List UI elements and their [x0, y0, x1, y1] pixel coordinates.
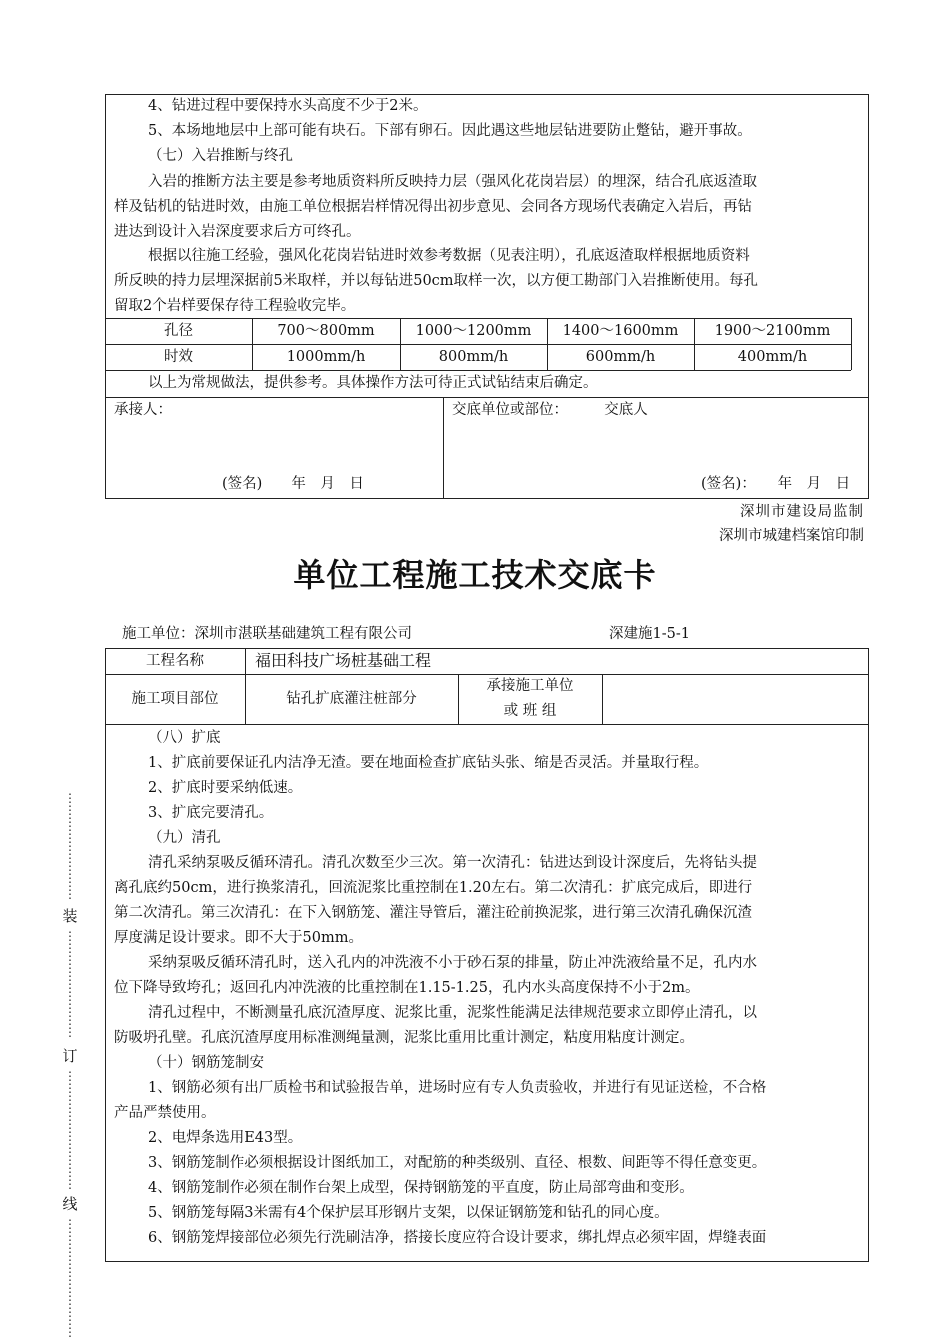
text-line: 入岩的推断方法主要是参考地质资料所反映持力层（强风化花岗岩层）的埋深，结合孔底返渣取 [148, 174, 757, 190]
form-code: 深建施1-5-1 [609, 626, 690, 642]
text-line: 清孔过程中，不断测量孔底沉渣厚度、泥浆比重，泥浆性能满足法律规范要求立即停止清孔，以 [148, 1005, 757, 1021]
section-heading: （九）清孔 [148, 830, 221, 846]
unit-label: 交底单位或部位： 交底人 [452, 402, 648, 418]
signature-divider [105, 397, 869, 398]
table-header-cell: 孔径 [164, 323, 193, 339]
binding-label-ding: 订 [62, 1047, 78, 1065]
project-part-value: 钻孔扩底灌注桩部分 [286, 691, 417, 707]
table-cell: 400mm/h [737, 349, 808, 365]
text-line: 采纳泵吸反循环清孔时，送入孔内的冲洗液不小于砂石泵的排量，防止冲洗液给量不足，孔内水 [148, 955, 757, 971]
note-line: 以上为常规做法，提供参考。具体操作方法可待正式试钻结束后确定。 [148, 375, 598, 391]
text-line: 样及钻机的钻进时效，由施工单位根据岩样情况得出初步意见、会同各方现场代表确定入岩后，再钻 [114, 199, 752, 215]
binding-label-xian: 线 [62, 1195, 78, 1213]
text-line: 6、钢筋笼焊接部位必须先行洗刷洁净，搭接长度应符合设计要求，绑扎焊点必须牢固，焊缝表面 [148, 1230, 767, 1246]
project-name-value: 福田科技广场桩基础工程 [255, 651, 432, 670]
text-line: 清孔采纳泵吸反循环清孔。清孔次数至少三次。第一次清孔：钻进达到设计深度后，先将钻头提 [148, 855, 757, 871]
receiver-sign: (签名) 年 月 日 [222, 476, 364, 492]
supervisor-note: 深圳市建设局监制 [740, 504, 864, 520]
page-title: 单位工程施工技术交底卡 [293, 556, 657, 594]
text-line: 1、钢筋必须有出厂质检书和试验报告单，进场时应有专人负责验收，并进行有见证送检，不合格 [148, 1080, 767, 1096]
text-line: 2、扩底时要采纳低速。 [148, 780, 303, 796]
text-line: 1、扩底前要保证孔内洁净无渣。要在地面检查扩底钻头张、缩是否灵活。并量取行程。 [148, 755, 709, 771]
text-line: 留取2个岩样要保存待工程验收完毕。 [114, 298, 356, 314]
team-label: 或 班 组 [503, 703, 557, 719]
team-label: 承接施工单位 [486, 678, 574, 694]
table-header-cell: 1000～1200mm [415, 323, 532, 339]
text-line: 5、本场地地层中上部可能有块石。下部有卵石。因此遇这些地层钻进要防止蹩钻，避开事故。 [148, 123, 752, 139]
project-name-label: 工程名称 [146, 653, 204, 669]
table-header-cell: 700～800mm [277, 323, 375, 339]
section-heading: （八）扩底 [148, 730, 221, 746]
binding-label-zhuang: 装 [62, 907, 78, 925]
text-line: 进达到设计入岩深度要求后方可终孔。 [114, 224, 361, 240]
binding-dots: ⋮⋮⋮⋮⋮⋮⋮⋮⋮ [64, 791, 76, 901]
text-line: 5、钢筋笼每隔3米需有4个保护层耳形钢片支架，以保证钢筋笼和钻孔的同心度。 [148, 1205, 669, 1221]
text-line: 产品严禁使用。 [114, 1105, 216, 1121]
table-cell: 时效 [164, 349, 193, 365]
table-cell: 1000mm/h [286, 349, 366, 365]
binding-dots: ⋮⋮⋮⋮⋮⋮⋮⋮⋮⋮ [64, 1217, 76, 1339]
unit-sign: (签名)： 年 月 日 [701, 476, 851, 492]
table-header-cell: 1900～2100mm [714, 323, 831, 339]
text-line: 4、钻进过程中要保持水头高度不少于2米。 [148, 98, 428, 114]
text-line: 4、钢筋笼制作必须在制作台架上成型，保持钢筋笼的平直度，防止局部弯曲和变形。 [148, 1180, 694, 1196]
text-line: 所反映的持力层埋深据前5米取样，并以每钻进50cm取样一次，以方便工勘部门入岩推断使用。每孔 [114, 273, 759, 289]
table-cell: 600mm/h [585, 349, 656, 365]
text-line: 位下降导致垮孔；返回孔内冲洗液的比重控制在1.15-1.25，孔内水头高度保持不小于2m。 [114, 980, 700, 996]
section-heading: （十）钢筋笼制安 [148, 1055, 264, 1071]
signature-divider [443, 397, 444, 499]
receiver-label: 承接人： [114, 402, 172, 418]
table-cell: 800mm/h [438, 349, 509, 365]
table-header-cell: 1400～1600mm [562, 323, 679, 339]
company-line: 施工单位：深圳市湛联基础建筑工程有限公司 [122, 626, 412, 642]
text-line: 根据以往施工经验，强风化花岗岩钻进时效参考数据（见表注明），孔底返渣取样根据地质资料 [148, 248, 750, 264]
text-line: 3、扩底完要清孔。 [148, 805, 274, 821]
text-line: 第二次清孔。第三次清孔：在下入钢筋笼、灌注导管后，灌注砼前换泥浆，进行第三次清孔确保沉渣 [114, 905, 752, 921]
text-line: 防吸坍孔壁。孔底沉渣厚度用标准测绳量测，泥浆比重用比重计测定，粘度用粘度计测定。 [114, 1030, 694, 1046]
printer-note: 深圳市城建档案馆印制 [719, 528, 864, 544]
section-heading: （七）入岩推断与终孔 [148, 148, 293, 164]
binding-dots: ⋮⋮⋮⋮⋮⋮⋮⋮⋮⋮ [64, 1069, 76, 1191]
text-line: 3、钢筋笼制作必须根据设计图纸加工，对配筋的种类级别、直径、根数、间距等不得任意变更。 [148, 1155, 767, 1171]
text-line: 厚度满足设计要求。即不大于50mm。 [114, 930, 363, 946]
text-line: 2、电焊条选用E43型。 [148, 1130, 303, 1146]
text-line: 离孔底约50cm，进行换浆清孔，回流泥浆比重控制在1.20左右。第二次清孔：扩底完成后，即进行 [114, 880, 753, 896]
binding-dots: ⋮⋮⋮⋮⋮⋮⋮⋮⋮ [64, 929, 76, 1039]
project-part-label: 施工项目部位 [131, 691, 219, 707]
